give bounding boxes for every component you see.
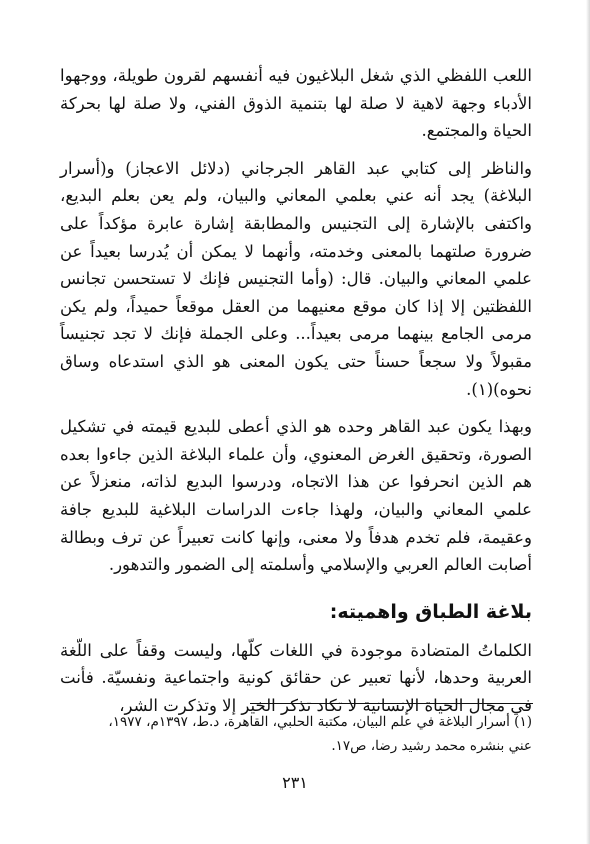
footnote-divider: [250, 703, 533, 704]
body-paragraph-3: وبهذا يكون عبد القاهر وحده هو الذي أعطى للبديع قيمته في تشكيل الصورة، وتحقيق الغرض المعنوي، وأن علماء البلاغة الذين جاءوا بعده هم الذين انحرفوا عن هذا الاتجاه، ودرسوا البديع لذاته، منعزلاً عن علمي المعاني والبيان، ولهذا جاءت الدراسات البلاغية للبديع جافة وعقيمة، فلم تخدم هدفاً ولا معنى، وإنها كانت تعبيراً عن ترف وبطالة أصابت العالم العربي والإسلامي وأسلمته إلى الضمور والتدهور.: [60, 417, 532, 575]
footnote-line-2: عني بنشره محمد رشيد رضا، ص١٧.: [331, 738, 532, 754]
body-paragraph-4: الكلماتُ المتضادة موجودة في اللغات كلّها، وليست وقفاً على اللّغة العربية وحدها، لأنها تعبير عن حقائق كونية واجتماعية ونفسيّة. فأنت في مجال الحياة الإنسانية لا تكاد تذكر الخير إلا وتذكرت الشر،: [60, 640, 532, 715]
footnote: [60, 710, 532, 758]
footnote-line-1: (١) أسرار البلاغة في علم البيان، مكتبة الحلبي، القاهرة، د.ط، ١٣٩٧م، ١٩٧٧،: [108, 714, 532, 730]
page-edge-shadow: [586, 0, 590, 844]
body-paragraph-2: والناظر إلى كتابي عبد القاهر الجرجاني (دلائل الاعجاز) و(أسرار البلاغة) يجد أنه عني بعلمي المعاني والبيان، ولم يعن بعلم البديع، واكتفى بالإشارة إلى التجنيس والمطابقة إشارة عابرة مؤكداً على ضرورة صلتهما بالمعنى وخدمته، وأنهما لا يمكن أن يُدرسا بعيداً عن علمي المعاني والبيان. قال: (وأما التجنيس فإنك لا تستحسن تجانس اللفظتين إلا إذا كان موقع معنيهما من العقل موقعاً حميداً، ولم يكن مرمى الجامع بينهما مرمى بعيداً... وعلى الجملة فإنك لا تجد تجنيساً مقبولاً ولا سجعاً حسناً حتى يكون المعنى هو الذي استدعاه وساق نحوه)(١).: [60, 158, 532, 399]
body-paragraph-1: اللعب اللفظي الذي شغل البلاغيون فيه أنفسهم لقرون طويلة، ووجهوا الأدباء وجهة لاهية لا صلة لها بتنمية الذوق الفني، ولا صلة لها بحركة الحياة والمجتمع.: [60, 66, 532, 141]
page-number: ٢٣١: [282, 773, 308, 792]
section-heading: بلاغة الطباق واهميته:: [329, 600, 532, 623]
